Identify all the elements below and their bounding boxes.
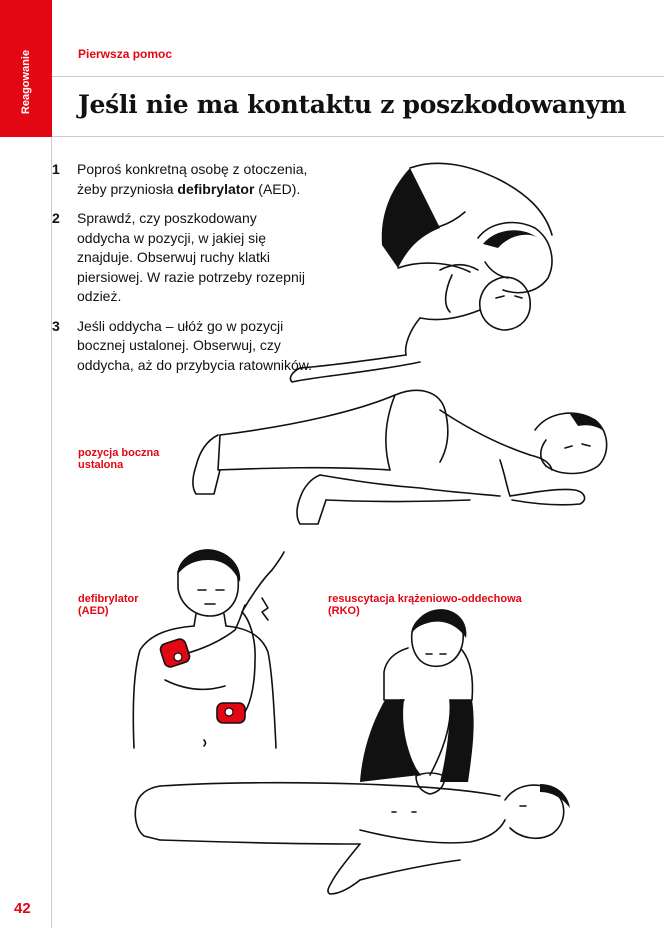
caption-recovery-position: pozycja boczna ustalona [78, 447, 160, 471]
step-number: 3 [52, 317, 60, 334]
step-number: 1 [52, 161, 60, 177]
aed-illustration [133, 549, 284, 748]
page-number: 42 [14, 900, 31, 917]
step-number: 2 [52, 210, 60, 226]
recovery-position-illustration [193, 390, 607, 524]
step-text: Poproś konkretną osobę z otoczenia, żeby przyniosła [77, 161, 308, 197]
page-title: Jeśli nie ma kontaktu z poszkodowanym [78, 90, 627, 119]
step-bold-term: defibrylator [177, 180, 255, 197]
step-text: Jeśli oddycha – ułóż go w pozycji bocznej ustalonej. Obserwuj, czy oddycha, aż do przybycia ratowników. [77, 317, 313, 373]
cpr-illustration [135, 609, 570, 894]
section-label: Pierwsza pomoc [78, 47, 173, 61]
breathing-check-illustration [290, 163, 552, 382]
caption-cpr: resuscytacja krążeniowo-oddechowa (RKO) [328, 593, 522, 617]
step-text: Sprawdź, czy poszkodowany oddycha w pozycji, w jakiej się znajduje. Obserwuj ruchy klatki piersiowej. W razie potrzeby rozepnij odzież. [77, 210, 305, 304]
caption-aed: defibrylator (AED) [78, 593, 139, 617]
step-text-end: (AED). [254, 180, 301, 197]
side-tab-label: Reagowanie [20, 49, 32, 115]
